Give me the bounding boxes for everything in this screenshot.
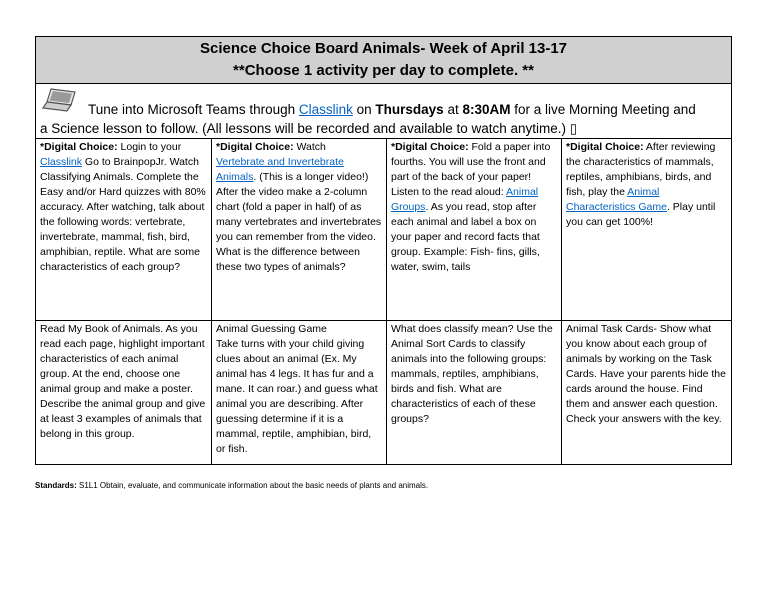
animal-groups-link[interactable]: Animal Groups bbox=[391, 186, 539, 213]
intro-text-pre: Tune into Microsoft Teams through bbox=[88, 102, 299, 117]
intro-line-2: a Science lesson to follow. (All lessons will be recorded and available to watch anytime.) ▯ bbox=[40, 121, 578, 136]
choice-board-table bbox=[35, 36, 732, 465]
cell-digital-3 bbox=[387, 139, 562, 321]
cell-book-activity: Read My Book of Animals. As you read each page, highlight important characteristics of each animal group. At the end, choose one animal group and make a poster. Describe the animal group and give at least 3 examples of animals that belong in this group. bbox=[36, 321, 212, 465]
cell-text: After reviewing the characteristics of mammals, reptiles, amphibians, birds, and fish, play the bbox=[566, 141, 716, 198]
board-title: Science Choice Board Animals- Week of April 13-17 bbox=[199, 40, 568, 57]
cell-text: . As you read, stop after each animal and label a box on your paper and record facts that group. Example: Fish- fins, gills, water, swim, tails bbox=[391, 201, 540, 273]
cell-guessing-game bbox=[212, 321, 387, 465]
cell-text: Fold a paper into fourths. You will use the front and part of the back of your paper! Listen to the read aloud: bbox=[391, 141, 551, 198]
digital-choice-label: *Digital Choice: bbox=[391, 141, 469, 153]
standards-label: Standards: bbox=[35, 481, 77, 490]
cell-digital-2 bbox=[212, 139, 387, 321]
cell-text: Login to your bbox=[117, 141, 182, 153]
intro-line-1 bbox=[36, 84, 731, 119]
cell-digital-4 bbox=[562, 139, 732, 321]
intro-day: Thursdays bbox=[375, 102, 444, 117]
intro-text-at: at bbox=[443, 102, 463, 117]
vertebrate-video-link[interactable]: Vertebrate and Invertebrate Animals bbox=[216, 156, 344, 183]
intro-banner bbox=[36, 84, 732, 139]
standards-text: S1L1 Obtain, evaluate, and communicate information about the basic needs of plants and animals. bbox=[76, 481, 429, 490]
laptop-icon bbox=[42, 88, 76, 112]
digital-choice-label: *Digital Choice: bbox=[40, 141, 118, 153]
board-subtitle: **Choose 1 activity per day to complete. ** bbox=[233, 62, 534, 79]
board-header bbox=[36, 37, 732, 84]
digital-choice-label: *Digital Choice: bbox=[216, 141, 294, 153]
cell-text: . Play until you can get 100%! bbox=[566, 201, 716, 228]
standards-note bbox=[35, 481, 428, 491]
intro-text-post: for a live Morning Meeting and bbox=[510, 102, 696, 117]
intro-time: 8:30AM bbox=[462, 102, 511, 117]
cell-digital-1 bbox=[36, 139, 212, 321]
animal-game-link[interactable]: Animal Characteristics Game bbox=[566, 186, 667, 213]
intro-text-mid: on bbox=[352, 102, 376, 117]
cell-text: Go to BrainpopJr. Watch Classifying Animals. Complete the Easy and/or Hard quizzes with 80% accuracy. After watching, talk about the following words: vertebrate, invertebrate, mammal, fish, bird, amphibian, reptile. What are some characteristics of each group? bbox=[40, 156, 206, 273]
cell-text: . (This is a longer video!) After the video make a 2-column chart (fold a paper in half) of as many vertebrates and invertebrates you can remember from the video. What is the difference between these two types of animals? bbox=[216, 171, 382, 273]
classlink-link-2[interactable]: Classlink bbox=[40, 156, 83, 168]
guessing-game-title: Animal Guessing Game bbox=[216, 323, 327, 335]
cell-task-cards: Animal Task Cards- Show what you know about each group of animals by working on the Task Cards. Have your parents hide the cards around the house. Find them and answer each question. Check your answers with the key. bbox=[562, 321, 732, 465]
cell-sort-cards: What does classify mean? Use the Animal Sort Cards to classify animals into the following groups: mammals, reptiles, amphibians, birds and fish. What are characteristics of each of these groups? bbox=[387, 321, 562, 465]
cell-text: Watch bbox=[293, 141, 326, 153]
digital-choice-label: *Digital Choice: bbox=[566, 141, 644, 153]
guessing-game-text: Take turns with your child giving clues about an animal (Ex. My animal has 4 legs. It has fur and a mane. It can roar.) and guess what animal you are describing. After guessing determine if it is a mammal, reptile, amphibian, bird, or fish. bbox=[216, 338, 378, 455]
classlink-link[interactable]: Classlink bbox=[298, 102, 353, 117]
